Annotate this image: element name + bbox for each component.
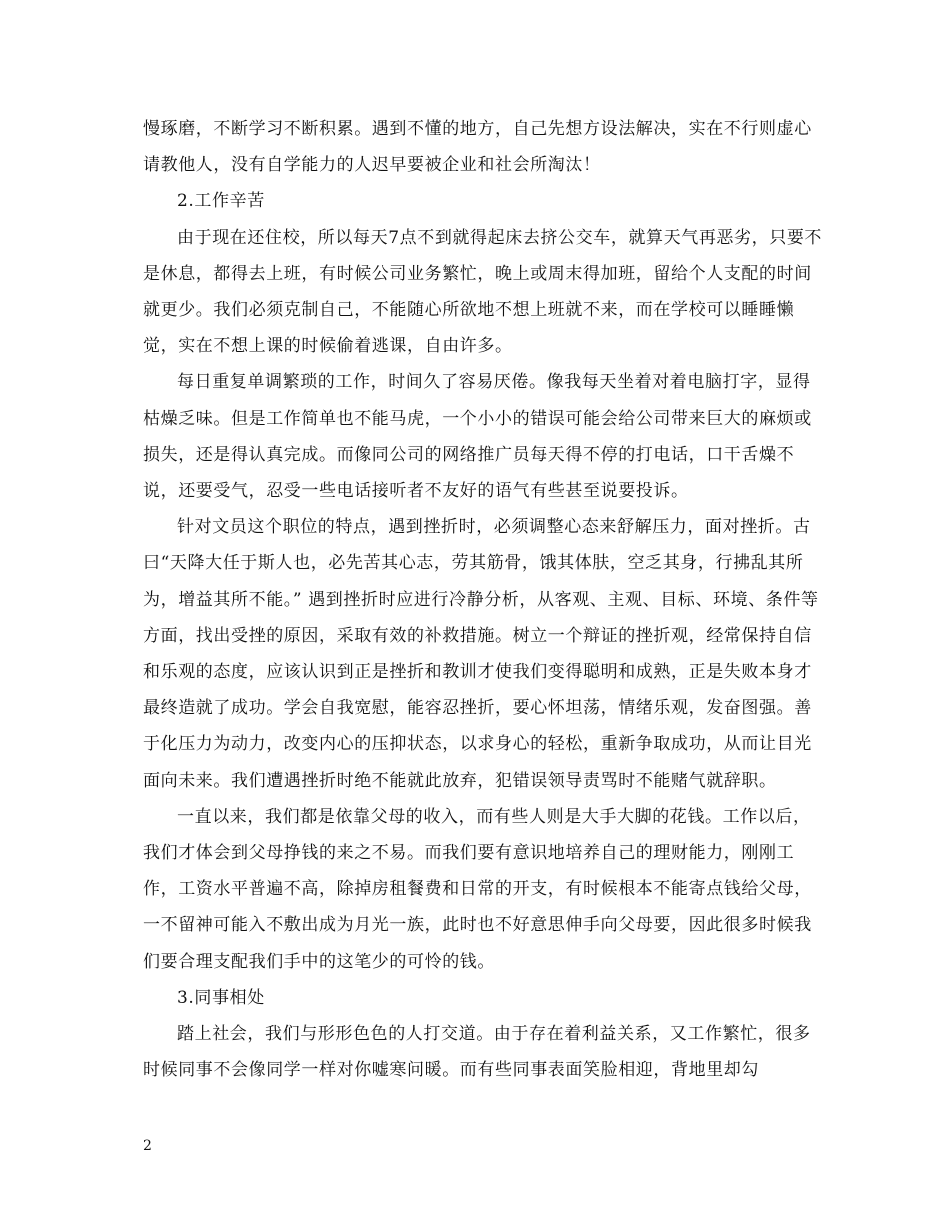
paragraph-colleagues: 踏上社会，我们与形形色色的人打交道。由于存在着利益关系，又工作繁忙，很多时候同事不会像同学一样对你嘘寒问暖。而有些同事表面笑脸相迎，背地里却勾 — [143, 1024, 811, 1081]
paragraph-repetitive-work: 每日重复单调繁琐的工作，时间久了容易厌倦。像我每天坐着对着电脑打字，显得枯燥乏味。但是工作简单也不能马虎，一个小小的错误可能会给公司带来巨大的麻烦或损失，还是得认真完成。而像同公司的网络推广员每天得不停的打电话，口干舌燥不说，还要受气，忍受一些电话接听者不友好的语气有些甚至说要投诉。 — [143, 372, 812, 502]
paragraph-continuation: 慢琢磨，不断学习不断积累。遇到不懂的地方，自己先想方设法解决，实在不行则虚心请教他人，没有自学能力的人迟早要被企业和社会所淘汰！ — [143, 119, 812, 176]
section-heading-colleagues: 3.同事相处 — [177, 987, 265, 1008]
paragraph-finances: 一直以来，我们都是依靠父母的收入，而有些人则是大手大脚的花钱。工作以后，我们才体会到父母挣钱的来之不易。而我们要有意识地培养自己的理财能力，刚刚工作，工资水平普遍不高，除掉房租餐费和日常的开支，有时候根本不能寄点钱给父母，一不留神可能入不敷出成为月光一族，此时也不好意思伸手向父母要，因此很多时候我们要合理支配我们手中的这笔少的可怜的钱。 — [143, 806, 812, 972]
section-heading-work-hardship: 2.工作辛苦 — [177, 191, 265, 212]
paragraph-setbacks: 针对文员这个职位的特点，遇到挫折时，必须调整心态来舒解压力，面对挫折。古曰“天降大任于斯人也，必先苦其心志，劳其筋骨，饿其体肤，空乏其身，行拂乱其所为，增益其所不能。” 遇到挫折时应进行冷静分析，从客观、主观、目标、环境、条件等方面，找出受挫的原因，采取有效的补救措施。树立一个辩证的挫折观，经常保持自信和乐观的态度，应该认识到正是挫折和教训才使我们变得聪明和成熟，正是失败本身才最终造就了成功。学会自我宽慰，能容忍挫折，要心怀坦荡，情绪乐观，发奋图强。善于化压力为动力，改变内心的压抑状态，以求身心的轻松，重新争取成功，从而让目光面向未来。我们遭遇挫折时绝不能就此放弃，犯错误领导责骂时不能赌气就辞职。 — [143, 517, 819, 791]
paragraph-commute: 由于现在还住校，所以每天7点不到就得起床去挤公交车，就算天气再恶劣，只要不是休息，都得去上班，有时候公司业务繁忙，晚上或周末得加班，留给个人支配的时间就更少。我们必须克制自己，不能随心所欲地不想上班就不来，而在学校可以睡睡懒觉，实在不想上课的时候偷着逃课，自由许多。 — [143, 227, 823, 357]
page-number: 2 — [143, 1138, 152, 1154]
body-text — [143, 111, 823, 1088]
